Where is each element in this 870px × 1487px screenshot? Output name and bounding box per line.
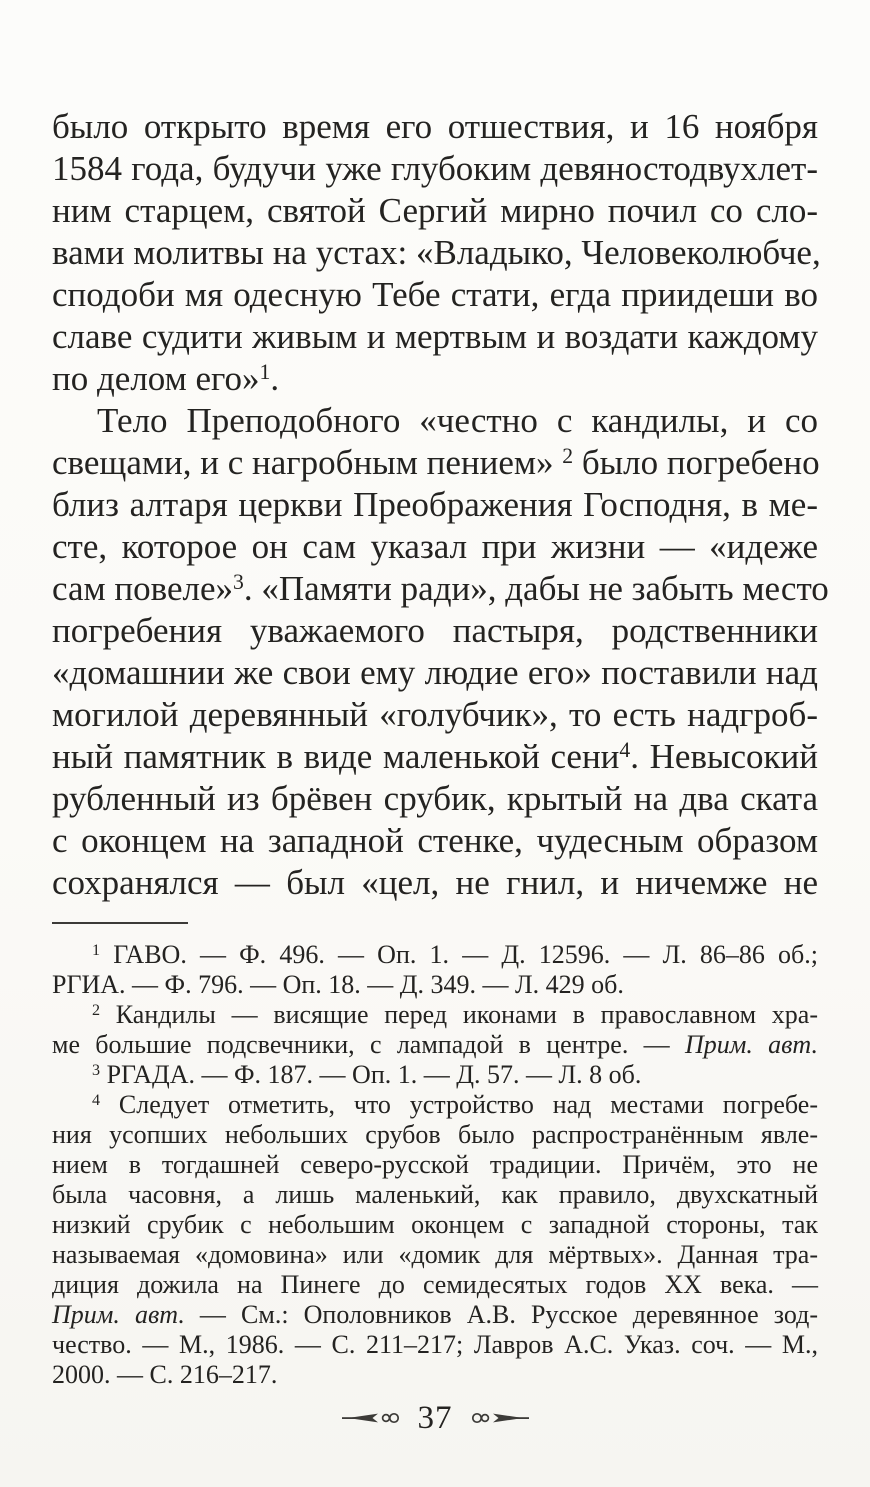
text-line: [52, 232, 821, 274]
text-segment: низкий срубик с небольшим оконцем с западной стороны, так: [52, 1210, 818, 1239]
text-line: [52, 1270, 818, 1300]
footnote-ref: 4: [619, 738, 631, 763]
text-line: [52, 106, 818, 148]
text-segment: РГИА. — Ф. 796. — Оп. 18. — Д. 349. — Л. 429 об.: [52, 970, 624, 999]
text-line: [52, 1240, 818, 1270]
footnote-ref: 2: [562, 444, 574, 469]
text-segment: ный памятник в виде маленькой сени: [52, 737, 620, 776]
text-segment: . Невысокий: [630, 737, 819, 776]
text-segment: свещами, и с нагробным пением»: [52, 443, 563, 482]
text-line: [52, 484, 818, 526]
text-segment: называемая «домовина» или «домик для мёртвых». Данная тра-: [52, 1240, 818, 1269]
footnote: [52, 1090, 818, 1390]
text-segment: ме большие подсвечники, с лампадой в центре. —: [52, 1030, 685, 1059]
text-segment: могилой деревянный «голубчик», то есть надгроб-: [52, 695, 818, 734]
text-segment: была часовня, а лишь маленький, как правило, двухскатный: [52, 1180, 818, 1209]
text-line: [52, 442, 818, 484]
text-line: [52, 1300, 818, 1330]
text-segment: Тело Преподобного «честно с кандилы, и со: [97, 401, 818, 440]
text-line: [52, 970, 818, 1000]
text-line: [52, 358, 818, 400]
text-segment: .: [270, 359, 280, 398]
footnote: [52, 940, 818, 1000]
text-segment: ния усопших небольших срубов было распространённым явле-: [52, 1120, 818, 1149]
text-segment: сохранялся — был «цел, не гнил, и ничемже не: [52, 863, 818, 902]
text-line: [52, 568, 829, 610]
text-line: [52, 694, 818, 736]
text-segment: было погребено: [573, 443, 820, 482]
footnote: [52, 1000, 818, 1060]
footnotes: [52, 940, 818, 1390]
text-segment: сте, которое он сам указал при жизни — «идеже: [52, 527, 818, 566]
text-segment: чество. — М., 1986. — С. 211–217; Лавров А.С. Указ. соч. — М.,: [52, 1330, 818, 1359]
text-segment: сам повеле»: [52, 569, 233, 608]
text-segment: было открыто время его отшествия, и 16 ноября: [52, 107, 818, 146]
footnote-ref: 1: [92, 941, 101, 959]
text-segment: «домашнии же свои ему людие его» поставили над: [52, 653, 818, 692]
text-segment: Кандилы — висящие перед иконами в православном хра-: [100, 1000, 818, 1029]
text-line: [52, 862, 818, 904]
text-segment: диция дожила на Пинеге до семидесятых годов XX века. —: [52, 1270, 818, 1299]
text-line: [52, 1150, 818, 1180]
footnote-ref: 3: [92, 1061, 101, 1079]
text-segment: по делом его»: [52, 359, 260, 398]
text-segment: близ алтаря церкви Преображения Господня, в ме-: [52, 485, 818, 524]
text-line: [52, 736, 818, 778]
text-segment: рубленный из брёвен срубик, крытый на два ската: [52, 779, 818, 818]
text-segment: сподоби мя одесную Тебе стати, егда приидеши во: [52, 275, 818, 314]
text-line: [52, 400, 818, 442]
footnote-ref: 1: [259, 360, 271, 385]
text-segment: ним старцем, святой Сергий мирно почил со сло-: [52, 191, 818, 230]
footnote-ref: 3: [232, 570, 244, 595]
text-line: [52, 820, 818, 862]
text-line: [52, 610, 818, 652]
text-line: [52, 148, 818, 190]
text-line: [52, 190, 818, 232]
text-segment: с оконцем на западной стенке, чудесным образом: [52, 821, 818, 860]
text-segment: 2000. — С. 216–217.: [52, 1360, 278, 1389]
footer-ornament-right-icon: [467, 1410, 529, 1426]
footnote-ref: 4: [92, 1091, 101, 1109]
text-segment: ГАВО. — Ф. 496. — Оп. 1. — Д. 12596. — Л. 86–86 об.;: [100, 940, 818, 969]
text-line: [52, 1210, 818, 1240]
text-line: [52, 1360, 818, 1390]
text-line: [52, 778, 818, 820]
text-line: [52, 1000, 818, 1030]
page-text: [52, 106, 829, 904]
text-segment: славе судити живым и мертвым и воздати каждому: [52, 317, 818, 356]
text-segment: Прим. авт.: [684, 1030, 819, 1059]
text-line: [52, 274, 818, 316]
footer-ornament-left-icon: [342, 1410, 404, 1426]
text-line: [52, 1090, 818, 1120]
text-segment: — См.: Ополовников А.В. Русское деревянное зод-: [184, 1300, 818, 1329]
footnote-separator: [52, 922, 188, 924]
footnote: [52, 1060, 818, 1090]
text-line: [52, 1330, 818, 1360]
page-number: 37: [417, 1400, 453, 1436]
text-line: [52, 1030, 818, 1060]
page-footer: [0, 1398, 870, 1438]
text-segment: Следует отметить, что устройство над местами погребе-: [100, 1090, 818, 1119]
text-line: [52, 316, 818, 358]
text-line: [52, 1060, 818, 1090]
text-line: [52, 940, 818, 970]
text-line: [52, 652, 818, 694]
paragraph: [52, 400, 829, 904]
text-line: [52, 526, 818, 568]
text-line: [52, 1180, 818, 1210]
text-line: [52, 1120, 818, 1150]
text-segment: 1584 года, будучи уже глубоким девяностодвухлет-: [52, 149, 818, 188]
paragraph: [52, 106, 821, 400]
text-segment: Прим. авт.: [52, 1300, 185, 1329]
footnote-ref: 2: [92, 1001, 101, 1019]
text-segment: . «Памяти ради», дабы не забыть место: [243, 569, 829, 608]
text-segment: РГАДА. — Ф. 187. — Оп. 1. — Д. 57. — Л. 8 об.: [100, 1060, 642, 1089]
text-segment: нием в тогдашней северо-русской традиции. Причём, это не: [52, 1150, 818, 1179]
text-segment: вами молитвы на устах: «Владыко, Человеколюбче,: [52, 233, 821, 272]
text-segment: погребения уважаемого пастыря, родственники: [52, 611, 818, 650]
